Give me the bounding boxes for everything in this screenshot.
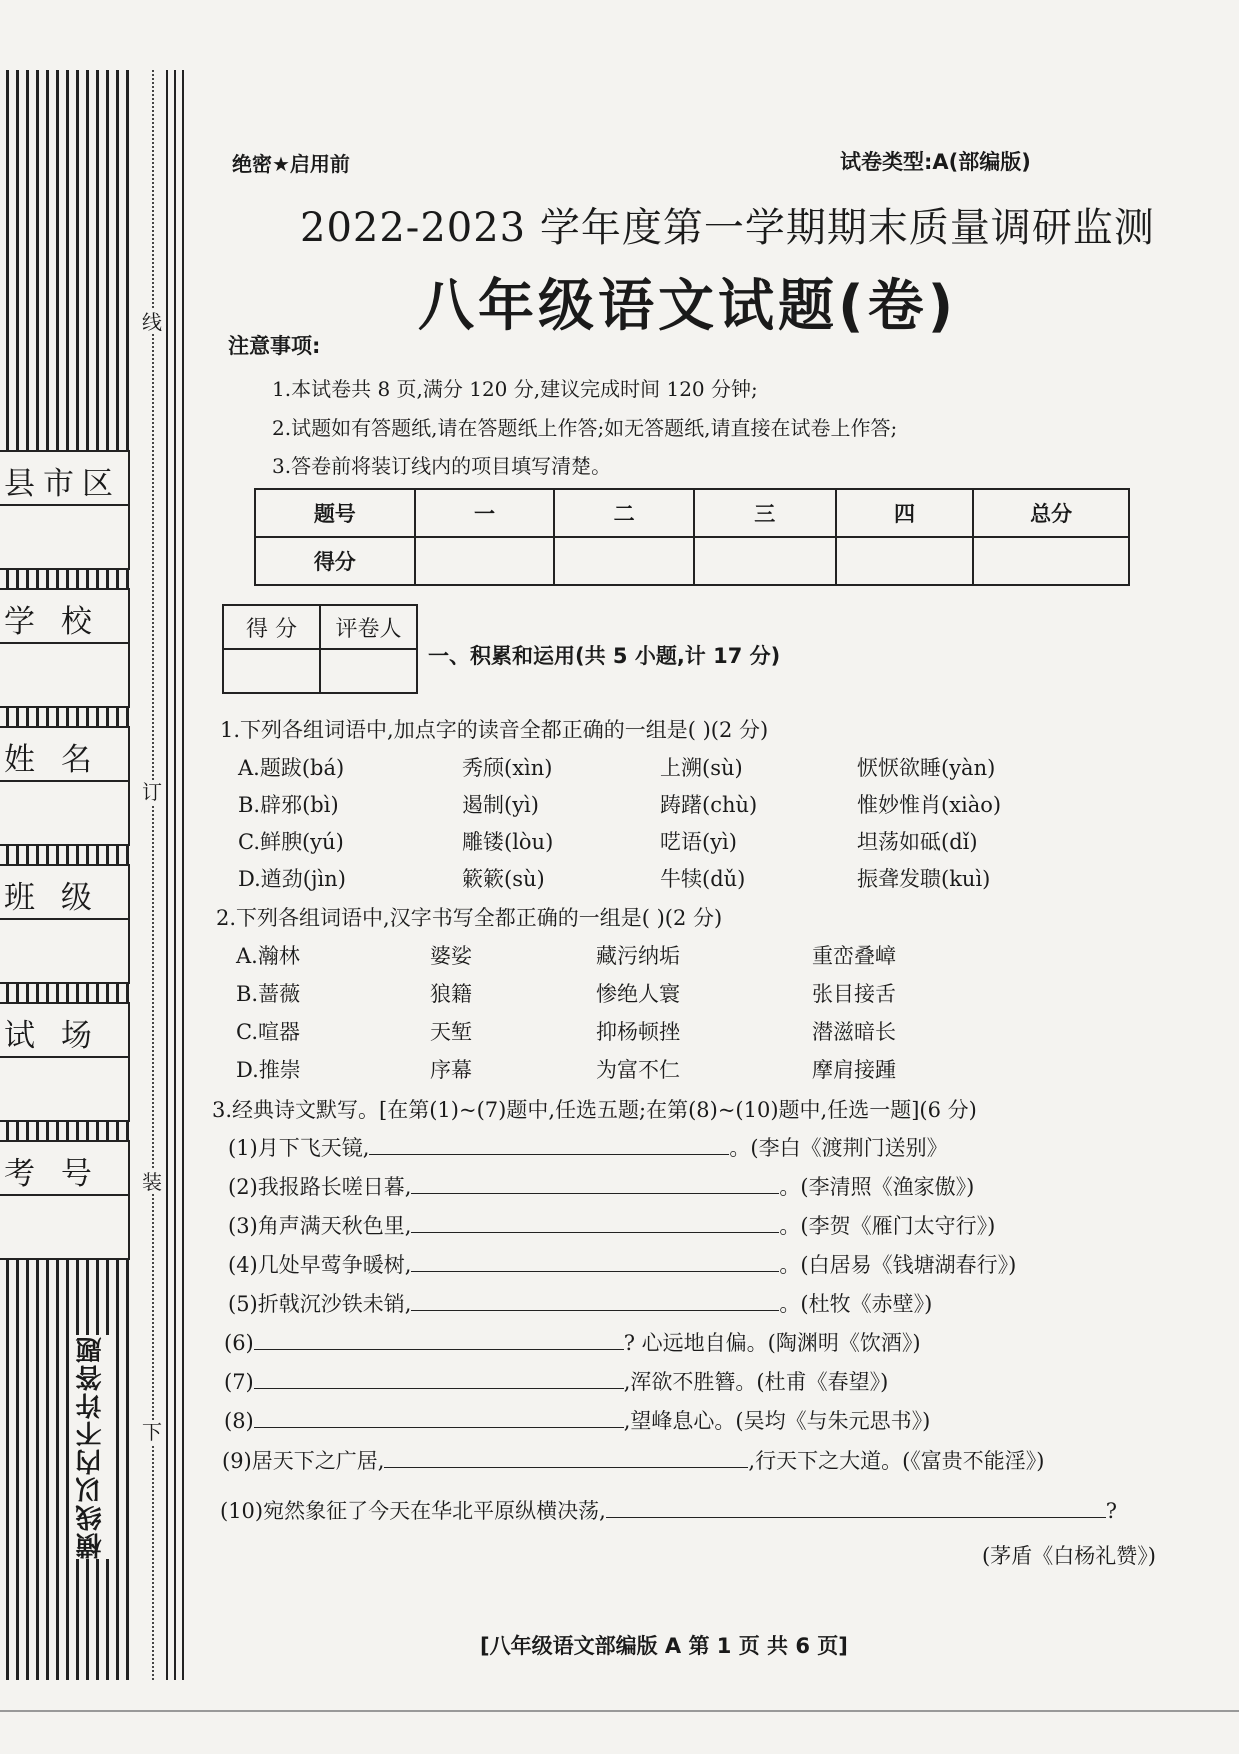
field-room[interactable] (0, 1002, 130, 1122)
section-title: 一、积累和运用(共 5 小题,计 17 分) (428, 644, 781, 668)
recitation-line-2: (2)我报路长嗟日暮, 。(李清照《渔家傲》) (228, 1175, 975, 1199)
option-b3: 惨绝人寰 (596, 982, 680, 1006)
answer-blank[interactable] (411, 1252, 779, 1272)
option-d1: D.推崇 (236, 1058, 301, 1082)
score-header: 四 (836, 489, 974, 537)
paper-type: 试卷类型:A(部编版) (840, 150, 1031, 174)
score-row-label: 得分 (255, 537, 415, 585)
field-county[interactable] (0, 450, 130, 570)
page-bottom-edge (0, 1710, 1239, 1712)
confidential-mark: 绝密★启用前 (232, 152, 350, 176)
field-room-label: 试 场 (4, 1018, 100, 1054)
recitation-line-4: (4)几处早莺争暖树, 。(白居易《钱塘湖春行》) (228, 1253, 1017, 1277)
page-footer: [八年级语文部编版 A 第 1 页 共 6 页] (480, 1634, 848, 1658)
recitation-line-9: (9)居天下之广居, ,行天下之大道。(《富贵不能淫》) (222, 1449, 1045, 1473)
score-cell[interactable] (554, 537, 694, 585)
option-b1: B.辟邪(bì) (238, 793, 339, 817)
recitation-line-7: (7) ,浑欲不胜簪。(杜甫《春望》) (224, 1370, 889, 1394)
recitation-line-1: (1)月下飞天镜, 。(李白《渡荆门送别》 (228, 1136, 948, 1160)
score-cell[interactable] (415, 537, 555, 585)
option-c3: 呓语(yì) (660, 830, 737, 854)
option-c1: C.鲜腴(yú) (238, 830, 344, 854)
option-d3: 为富不仁 (596, 1058, 680, 1082)
option-c2: 天堑 (430, 1020, 472, 1044)
exam-title: 2022-2023 学年度第一学期期末质量调研监测 (300, 205, 1155, 251)
score-header: 三 (694, 489, 836, 537)
option-d1: D.遒劲(jìn) (238, 867, 346, 891)
notice-item: 2.试题如有答题纸,请在答题纸上作答;如无答题纸,请直接在试卷上作答; (272, 416, 898, 440)
option-b4: 张目接舌 (812, 982, 896, 1006)
option-d4: 摩肩接踵 (812, 1058, 896, 1082)
grader-name-cell[interactable] (320, 649, 417, 693)
score-header: 一 (415, 489, 555, 537)
option-c1: C.喧器 (236, 1020, 300, 1044)
grader-name-label: 评卷人 (320, 605, 417, 649)
option-b3: 踌躇(chù) (660, 793, 758, 817)
field-school-label: 学 校 (4, 604, 100, 640)
binding-label-order: 订 (142, 780, 162, 804)
option-d2: 序幕 (430, 1058, 472, 1082)
answer-blank[interactable] (254, 1408, 624, 1428)
recitation-line-10: (10)宛然象征了今天在华北平原纵横决荡, ? (220, 1499, 1118, 1523)
grader-score-cell[interactable] (223, 649, 320, 693)
option-a4: 重峦叠嶂 (812, 944, 896, 968)
score-table (254, 488, 1130, 586)
binding-warning: 横线以内不许答题 (72, 1335, 109, 1559)
score-table-header-row (255, 489, 1129, 537)
question-1-stem: 1.下列各组词语中,加点字的读音全都正确的一组是( )(2 分) (220, 718, 769, 742)
notice-item: 3.答卷前将装订线内的项目填写清楚。 (272, 454, 612, 478)
option-d3: 牛犊(dǔ) (660, 867, 746, 891)
option-a1: A.题跋(bá) (238, 756, 345, 780)
field-class[interactable] (0, 864, 130, 984)
option-a4: 恹恹欲睡(yàn) (857, 756, 996, 780)
answer-blank[interactable] (411, 1213, 779, 1233)
field-name[interactable] (0, 726, 130, 846)
binding-label-bind: 装 (142, 1170, 162, 1194)
option-b1: B.蔷薇 (236, 982, 301, 1006)
score-header: 题号 (255, 489, 415, 537)
binding-label-line: 线 (142, 310, 162, 334)
exam-subtitle: 八年级语文试题(卷) (418, 274, 958, 339)
binding-dir-mark: 下 (142, 1420, 162, 1444)
option-d2: 簌簌(sù) (462, 867, 545, 891)
option-a1: A.瀚林 (236, 944, 300, 968)
recitation-line-10-source: (茅盾《白杨礼赞》) (982, 1544, 1156, 1568)
recitation-line-3: (3)角声满天秋色里, 。(李贺《雁门太守行》) (228, 1214, 996, 1238)
score-table-score-row (255, 537, 1129, 585)
answer-blank[interactable] (384, 1448, 748, 1468)
option-d4: 振聋发聩(kuì) (857, 867, 991, 891)
option-c4: 潜滋暗长 (812, 1020, 896, 1044)
score-cell[interactable] (973, 537, 1129, 585)
score-cell[interactable] (694, 537, 836, 585)
question-2-stem: 2.下列各组词语中,汉字书写全都正确的一组是( )(2 分) (216, 906, 723, 930)
field-exam-number[interactable] (0, 1140, 130, 1260)
answer-blank[interactable] (411, 1174, 779, 1194)
option-a2: 秀颀(xìn) (462, 756, 553, 780)
field-exam-number-label: 考 号 (4, 1156, 100, 1192)
option-c2: 雕镂(lòu) (462, 830, 554, 854)
field-name-label: 姓 名 (4, 742, 100, 778)
option-c4: 坦荡如砥(dǐ) (857, 830, 978, 854)
answer-blank[interactable] (411, 1291, 779, 1311)
answer-blank[interactable] (369, 1135, 729, 1155)
answer-blank[interactable] (254, 1330, 624, 1350)
option-b2: 遏制(yì) (462, 793, 539, 817)
score-header: 总分 (973, 489, 1129, 537)
binding-margin (0, 70, 190, 1680)
option-a3: 藏污纳垢 (596, 944, 680, 968)
option-c3: 抑杨顿挫 (596, 1020, 680, 1044)
option-b2: 狼籍 (430, 982, 472, 1006)
option-a3: 上溯(sù) (660, 756, 743, 780)
grader-box (222, 604, 418, 694)
field-county-label: 县市区 (4, 466, 121, 502)
score-cell[interactable] (836, 537, 974, 585)
recitation-line-8: (8) ,望峰息心。(吴均《与朱元思书》) (224, 1409, 931, 1433)
option-a2: 婆娑 (430, 944, 472, 968)
recitation-line-5: (5)折戟沉沙铁未销, 。(杜牧《赤壁》) (228, 1292, 933, 1316)
answer-blank[interactable] (254, 1369, 624, 1389)
field-school[interactable] (0, 588, 130, 708)
grader-score-label: 得 分 (223, 605, 320, 649)
option-b4: 惟妙惟肖(xiào) (857, 793, 1002, 817)
notice-heading: 注意事项: (228, 334, 321, 358)
question-3-stem: 3.经典诗文默写。[在第(1)~(7)题中,任选五题;在第(8)~(10)题中,任选一题](6 分) (212, 1098, 977, 1122)
notice-item: 1.本试卷共 8 页,满分 120 分,建议完成时间 120 分钟; (272, 377, 758, 401)
answer-blank[interactable] (606, 1498, 1106, 1518)
field-class-label: 班 级 (4, 880, 100, 916)
score-header: 二 (554, 489, 694, 537)
recitation-line-6: (6) ? 心远地自偏。(陶渊明《饮酒》) (224, 1331, 921, 1355)
